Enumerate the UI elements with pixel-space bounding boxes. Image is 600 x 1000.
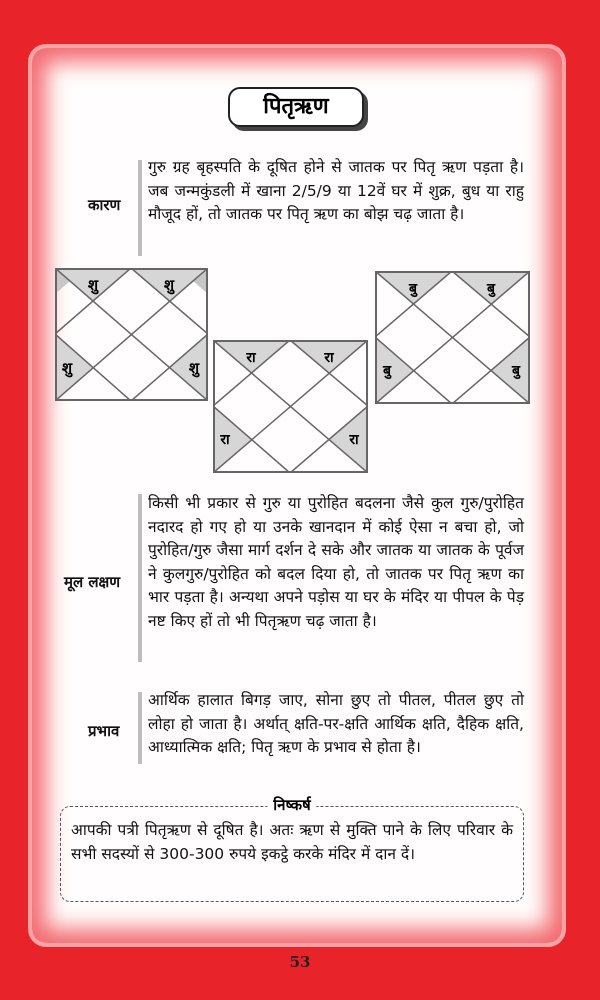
planet-label: शु bbox=[87, 276, 99, 294]
conclusion-box bbox=[60, 796, 524, 902]
kundli-chart-shukra bbox=[55, 268, 208, 401]
section-text-karan: गुरु ग्रह बृहस्पति के दूषित होने से जातक पर पितृ ऋण पड़ता है। जब जन्मकुंडली में खाना 2/5/9 या 12वें घर में शुक्र, बुध या राहु मौजूद हों, तो जातक पर पितृ ऋण का बोझ चढ़ जाता है। bbox=[148, 158, 524, 223]
section-divider bbox=[138, 692, 142, 764]
planet-label: बु bbox=[487, 281, 495, 297]
planet-label: रा bbox=[324, 350, 334, 366]
planet-label: बु bbox=[383, 363, 391, 379]
kundli-chart-budh bbox=[375, 271, 530, 404]
section-label-karan: कारण bbox=[88, 196, 121, 214]
conclusion-title: निष्कर्ष bbox=[267, 795, 316, 815]
kundli-diagram bbox=[55, 268, 208, 401]
page-number: 53 bbox=[289, 953, 311, 971]
section-divider bbox=[138, 494, 142, 662]
planet-label: रा bbox=[349, 432, 359, 448]
section-divider bbox=[138, 160, 142, 256]
planet-label: बु bbox=[512, 363, 520, 379]
planet-label: शु bbox=[61, 359, 73, 377]
kundli-diagram bbox=[375, 271, 530, 404]
kundli-diagram bbox=[213, 340, 368, 473]
planet-label: रा bbox=[220, 432, 230, 448]
section-label-prabhav: प्रभाव bbox=[88, 722, 120, 740]
planet-label: शु bbox=[163, 276, 175, 294]
section-label-mool-lakshan: मूल लक्षण bbox=[64, 573, 121, 591]
section-text-mool-lakshan: किसी भी प्रकार से गुरु या पुरोहित बदलना जैसे कुल गुरु/पुरोहित नदारद हो गए हो या उनके खानदान में कोई ऐसा न बचा हो, जो पुरोहित/गुरु जैसा मार्ग दर्शन दे सके और जातक या जातक के पूर्वज ने कुलगुरु/पुरोहित को बदल दिया हो, तो जातक पर पितृ ऋण का भार पड़ता है। अन्यथा अपने पड़ोस या घर के मंदिर या पीपल के पेड़ नष्ट किए हों तो भी पितृऋण चढ़ जाता है। bbox=[148, 494, 524, 630]
section-text-prabhav: आर्थिक हालात बिगड़ जाए, सोना छुए तो पीतल, पीतल छुए तो लोहा हो जाता है। अर्थात् क्षति-पर-क्षति आर्थिक क्षति, दैहिक क्षति, आध्यात्मिक क्षति; पितृ ऋण के प्रभाव से होता है। bbox=[148, 691, 524, 756]
kundli-chart-rahu bbox=[213, 340, 368, 473]
planet-label: बु bbox=[409, 281, 417, 297]
planet-label: रा bbox=[246, 350, 256, 366]
conclusion-text: आपकी पत्री पितृऋण से दूषित है। अतः ऋण से मुक्ति पाने के लिए परिवार के सभी सदस्यों से 300-300 रुपये इकट्ठे करके मंदिर में दान दें। bbox=[71, 821, 513, 863]
planet-label: शु bbox=[188, 359, 200, 377]
page-title: पितृऋण bbox=[228, 87, 364, 127]
